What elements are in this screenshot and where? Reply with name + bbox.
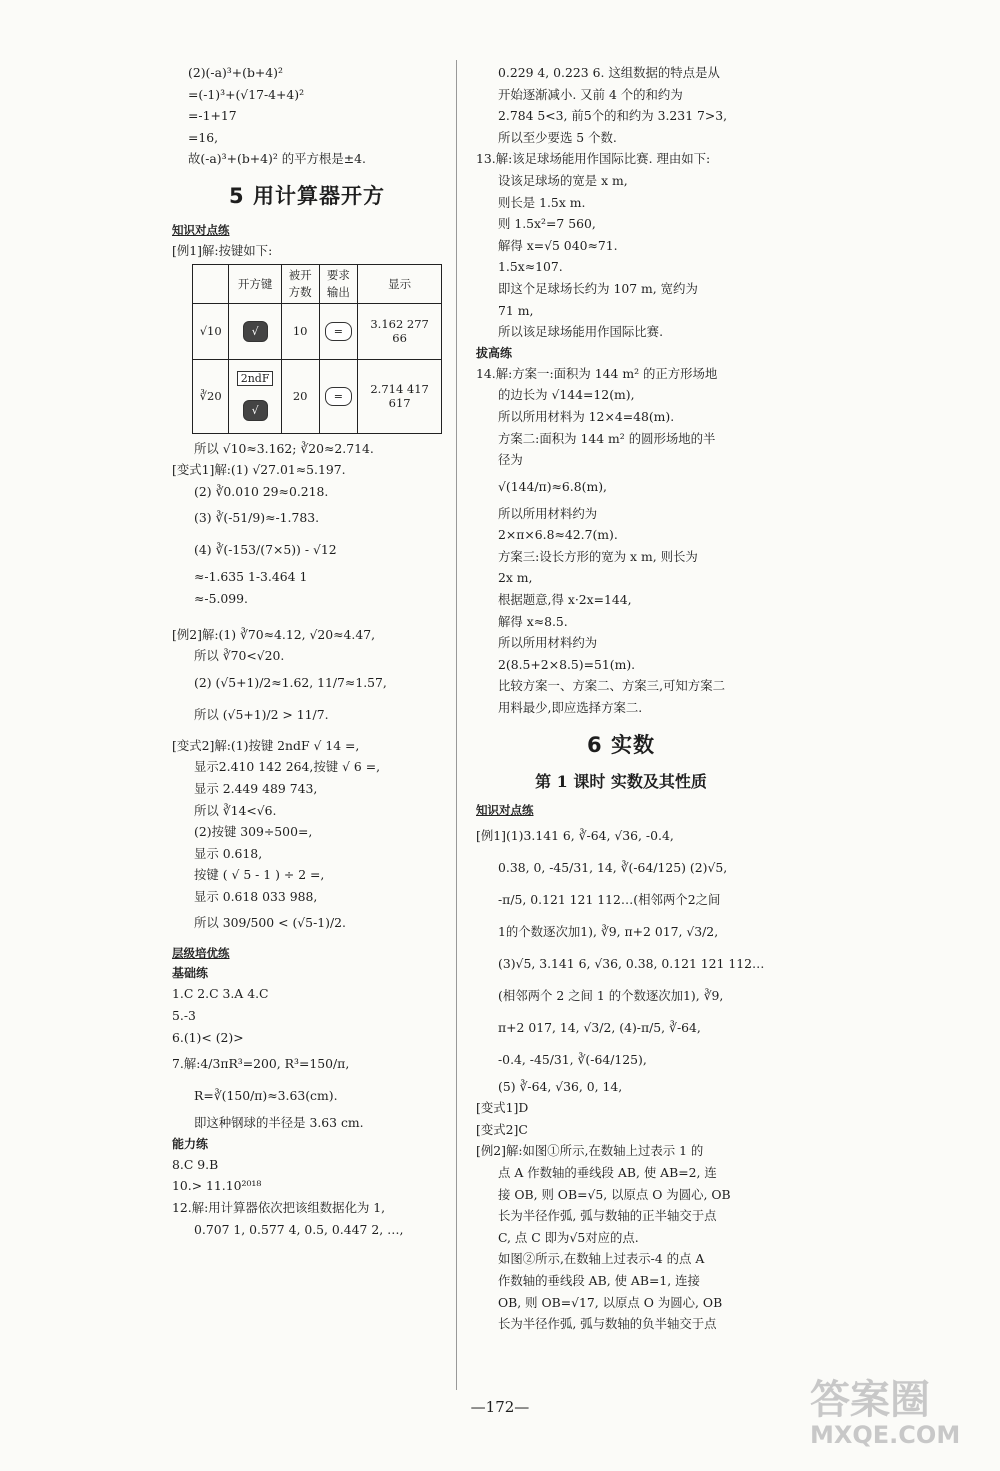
text-line: 所以 309/500 < (√5-1)/2. <box>194 915 346 931</box>
text-line: 0.38, 0, -45/31, 14, ∛(-64/125) (2)√5, <box>498 859 728 875</box>
table-cell: 10 <box>281 303 319 359</box>
text-line: 显示2.410 142 264,按键 √ 6 =, <box>194 759 381 775</box>
variant-1b: [变式1]D <box>476 1100 529 1116</box>
text-line: C, 点 C 即为√5对应的点. <box>498 1229 639 1245</box>
text-line: 2x m, <box>498 570 533 586</box>
knowledge-label: 知识对点练 <box>476 802 534 817</box>
text-line: (3) ∛(-51/9)≈-1.783. <box>194 510 320 526</box>
text-line: 故(-a)³+(b+4)² 的平方根是±4. <box>188 151 366 167</box>
left-column <box>172 62 442 1240</box>
text-line: 2×π×6.8≈42.7(m). <box>498 527 618 543</box>
page-number: —172— <box>470 1398 530 1416</box>
text-line: 10.> 11.10²⁰¹⁸ <box>172 1178 262 1194</box>
table-cell <box>229 303 281 359</box>
text-line: 开始逐渐减小. 又前 4 个的和约为 <box>498 86 683 102</box>
table-header-row <box>193 264 442 303</box>
text-line: 方案二:面积为 144 m² 的圆形场地的半 <box>498 430 716 446</box>
text-line: 5.-3 <box>172 1008 196 1024</box>
text-line: 所以 ∛70<√20. <box>194 648 285 664</box>
text-line: 2(8.5+2×8.5)=51(m). <box>498 656 636 672</box>
text-line: 7.解:4/3πR³=200, R³=150/π, <box>172 1056 350 1072</box>
text-line: 8.C 9.B <box>172 1156 219 1172</box>
text-line: 所以 √10≈3.162; ∛20≈2.714. <box>194 440 374 456</box>
table-cell: √10 <box>193 303 229 359</box>
column-divider <box>456 60 457 1390</box>
text-line: 1的个数逐次加1), ∛9, π+2 017, √3/2, <box>498 923 719 939</box>
table-row <box>193 303 442 359</box>
equals-key-icon: = <box>325 322 352 341</box>
text-line: 12.解:用计算器依次把该组数据化为 1, <box>172 1200 386 1216</box>
text-line: 则 1.5x²=7 560, <box>498 216 596 232</box>
sqrt-key-icon: √ <box>243 400 268 421</box>
text-line: 用料最少,即应选择方案二. <box>498 700 643 716</box>
knowledge-label: 知识对点练 <box>172 222 230 237</box>
text-line: 显示 2.449 489 743, <box>194 780 318 796</box>
lesson-1-title: 第 1 课时 实数及其性质 <box>535 771 707 791</box>
text-line: 6.(1)< (2)> <box>172 1029 244 1045</box>
right-top-block <box>476 62 766 343</box>
text-line: 长为半径作弧, 弧与数轴的正半轴交于点 <box>498 1208 717 1224</box>
variant-2b: [变式2]C <box>476 1121 528 1137</box>
text-line: -π/5, 0.121 121 112…(相邻两个2之间 <box>498 891 721 907</box>
table-header-cell: 开方键 <box>229 264 281 303</box>
right-column <box>476 62 766 1335</box>
text-line: 所以所用材料约为 <box>498 635 598 651</box>
section-5-title: 5 用计算器开方 <box>229 183 385 208</box>
text-line: 接 OB, 则 OB=√5, 以原点 O 为圆心, OB <box>498 1186 731 1202</box>
text-line: ≈-1.635 1-3.464 1 <box>194 569 308 585</box>
basic-label: 基础练 <box>172 966 209 981</box>
text-line: [例2]解:如图①所示,在数轴上过表示 1 的 <box>476 1143 704 1159</box>
table-cell: ∛20 <box>193 359 229 433</box>
text-line: 0.707 1, 0.577 4, 0.5, 0.447 2, …, <box>194 1221 404 1237</box>
calculator-table <box>192 264 442 434</box>
text-line: 即这个足球场长约为 107 m, 宽约为 <box>498 280 698 296</box>
table-cell: 3.162 277 66 <box>358 303 442 359</box>
text-line: =16, <box>188 129 219 145</box>
text-line: 所以该足球场能用作国际比赛. <box>498 324 664 340</box>
ability-label: 能力练 <box>172 1136 209 1151</box>
text-line: 作数轴的垂线段 AB, 使 AB=1, 连接 <box>498 1272 700 1288</box>
text-line: =(-1)³+(√17-4+4)² <box>188 86 305 102</box>
table-header-cell: 要求输出 <box>319 264 358 303</box>
text-line: [变式1]解:(1) √27.01≈5.197. <box>172 462 346 478</box>
equals-key-icon: = <box>325 387 352 406</box>
text-line: (相邻两个 2 之间 1 的个数逐次加1), ∛9, <box>498 987 724 1003</box>
text-line: (2)(-a)³+(b+4)² <box>188 65 283 80</box>
table-cell: 20 <box>281 359 319 433</box>
watermark-logo <box>810 1378 960 1448</box>
sqrt-key-icon: √ <box>243 321 268 342</box>
basic-answers <box>172 983 442 1133</box>
text-line: 的边长为 √144=12(m), <box>498 387 635 403</box>
example-2b-block <box>476 1140 766 1334</box>
text-line: R=∛(150/π)≈3.63(cm). <box>194 1088 338 1104</box>
table-cell <box>229 359 281 433</box>
text-line: 所以 ∛14<√6. <box>194 802 277 818</box>
text-line: ≈-5.099. <box>194 590 248 606</box>
2ndf-key-icon: 2ndF <box>237 371 274 386</box>
table-header-cell <box>193 264 229 303</box>
text-line: 长为半径作弧, 弧与数轴的负半轴交于点 <box>498 1316 717 1332</box>
table-row <box>193 359 442 433</box>
text-line: -0.4̇, -45/31, ∛(-64/125), <box>498 1051 647 1067</box>
text-line: 方案三:设长方形的宽为 x m, 则长为 <box>498 548 698 564</box>
text-line: 所以 (√5+1)/2 > 11/7. <box>194 706 329 722</box>
text-line: 71 m, <box>498 302 534 318</box>
example-1-intro: [例1]解:按键如下: <box>172 242 273 258</box>
table-cell <box>319 303 358 359</box>
table-header-cell: 被开方数 <box>281 264 319 303</box>
text-line: 比较方案一、方案二、方案三,可知方案二 <box>498 678 725 694</box>
variant-2-block <box>172 735 442 940</box>
left-top-block <box>172 62 442 170</box>
text-line: =-1+17 <box>188 108 237 124</box>
text-line: 按键 ( √ 5 - 1 ) ÷ 2 =, <box>194 867 325 883</box>
text-line: 则长是 1.5x m. <box>498 194 586 210</box>
text-line: 显示 0.618, <box>194 845 263 861</box>
text-line: 13.解:该足球场能用作国际比赛. 理由如下: <box>476 151 711 167</box>
table-cell <box>319 359 358 433</box>
text-line: 设该足球场的宽是 x m, <box>498 172 628 188</box>
text-line: 所以至少要选 5 个数. <box>498 129 617 145</box>
text-line: [例2]解:(1) ∛70≈4.12, √20≈4.47, <box>172 626 376 642</box>
text-line: (2)按键 309÷500=, <box>194 824 313 840</box>
text-line: [变式2]解:(1)按键 2ndF √ 14 =, <box>172 737 360 753</box>
text-line: 1.5x≈107. <box>498 259 563 275</box>
text-line: (2) (√5+1)/2≈1.62, 11/7≈1.57, <box>194 674 387 690</box>
text-line: 如图②所示,在数轴上过表示-4 的点 A <box>498 1251 705 1267</box>
example-2-block <box>172 624 442 731</box>
text-line: 解得 x=√5 040≈71. <box>498 237 618 253</box>
text-line: (5) ∛-64, √36, 0, 14, <box>498 1078 623 1094</box>
text-line: 径为 <box>498 452 523 468</box>
variant-1-block <box>172 459 442 609</box>
text-line: 点 A 作数轴的垂线段 AB, 使 AB=2, 连 <box>498 1165 717 1180</box>
text-line: (2) ∛0.010 29≈0.218. <box>194 483 329 499</box>
text-line: [例1](1)3.141 6, ∛-64, √36, -0.4̇, <box>476 827 674 843</box>
text-line: 显示 0.618 033 988, <box>194 888 318 904</box>
text-line: OB, 则 OB=√17, 以原点 O 为圆心, OB <box>498 1294 723 1310</box>
table-cell: 2.714 417 617 <box>358 359 442 433</box>
section-6-title: 6 实数 <box>587 732 655 757</box>
text-line: 0.229 4, 0.223 6. 这组数据的特点是从 <box>498 65 720 80</box>
watermark-line1: 答案圈 <box>810 1377 930 1423</box>
text-line: 2.784 5<3, 前5个的和约为 3.231 7>3, <box>498 108 728 124</box>
text-line: 1.C 2.C 3.A 4.C <box>172 986 269 1002</box>
text-line: 所以所用材料为 12×4=48(m). <box>498 408 675 424</box>
text-line: 根据题意,得 x·2x=144, <box>498 592 632 608</box>
text-line: 14.解:方案一:面积为 144 m² 的正方形场地 <box>476 365 718 381</box>
example-1b-block <box>476 820 766 1098</box>
ability-answers <box>172 1154 442 1240</box>
text-line: (4) ∛(-153/(7×5)) - √12 <box>194 542 337 558</box>
text-line: 解得 x≈8.5. <box>498 613 568 629</box>
text-line: π+2 017, 14, √3/2, (4)-π/5, ∛-64, <box>498 1019 701 1035</box>
table-header-cell: 显示 <box>358 264 442 303</box>
text-line: 即这种钢球的半径是 3.63 cm. <box>194 1115 364 1131</box>
question-14-block <box>476 363 766 719</box>
text-line: (3)√5, 3.141 6, √36, 0.38, 0.121 121 112… <box>498 955 765 971</box>
expand-label: 拔高练 <box>476 345 513 360</box>
watermark-line2: MXQE.COM <box>810 1421 961 1449</box>
text-line: 所以所用材料约为 <box>498 505 598 521</box>
layer-label: 层级培优练 <box>172 946 230 961</box>
text-line: √(144/π)≈6.8(m), <box>498 478 607 494</box>
